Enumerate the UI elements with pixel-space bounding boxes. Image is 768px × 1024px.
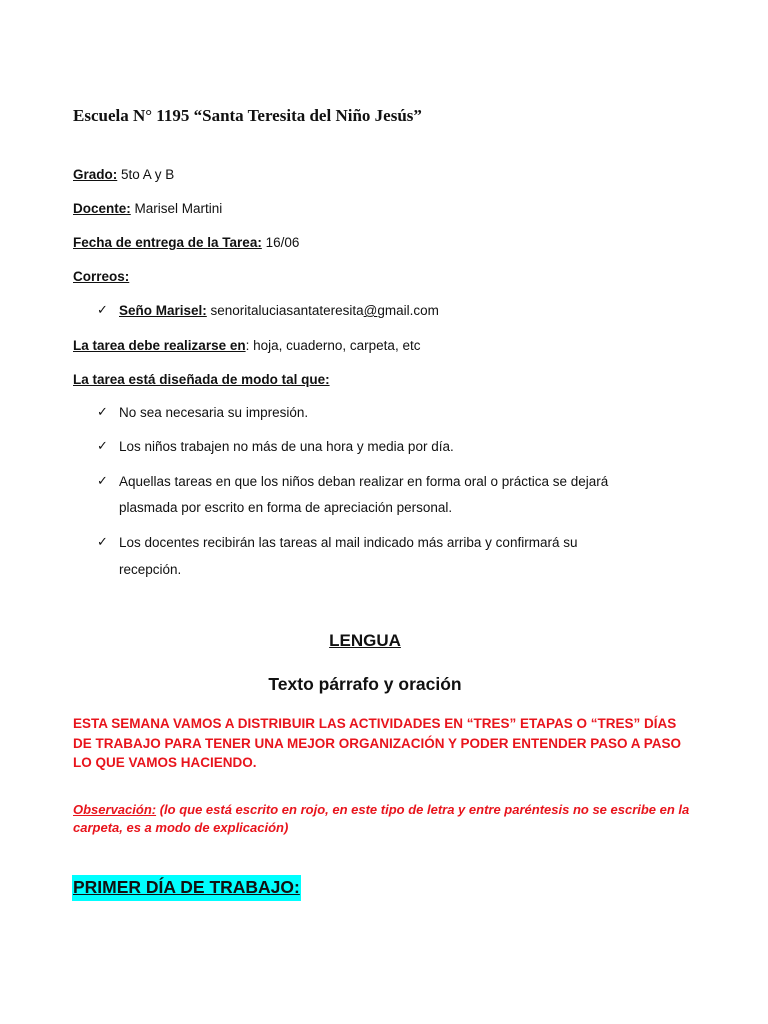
notice-line: LO QUE VAMOS HACIENDO.	[73, 755, 257, 770]
observation-text: carpeta, es a modo de explicación)	[73, 820, 289, 835]
check-icon: ✓	[97, 405, 108, 420]
fecha-line	[73, 235, 299, 250]
grado-value: 5to A y B	[117, 167, 175, 182]
correos-line	[73, 269, 129, 284]
disenada-label: La tarea está diseñada de modo tal que:	[73, 372, 330, 387]
observation-label: Observación:	[73, 802, 157, 817]
fecha-value: 16/06	[261, 235, 300, 250]
subject-heading: LENGUA	[329, 631, 401, 650]
check-icon: ✓	[97, 535, 108, 550]
realizarse-label: La tarea debe realizarse en	[73, 338, 246, 353]
first-day-heading: PRIMER DÍA DE TRABAJO:	[72, 875, 301, 901]
seno-email-at: @	[363, 303, 378, 318]
bullet-item: Aquellas tareas en que los niños deban realizar en forma oral o práctica se dejará	[119, 474, 609, 489]
bullet-item-continuation: plasmada por escrito en forma de apreciación personal.	[119, 500, 453, 515]
school-title: Escuela N° 1195 “Santa Teresita del Niño Jesús”	[73, 106, 422, 125]
notice-line: ESTA SEMANA VAMOS A DISTRIBUIR LAS ACTIVIDADES EN “TRES” ETAPAS O “TRES” DÍAS	[73, 716, 677, 731]
topic-heading: Texto párrafo y oración	[268, 674, 462, 694]
bullet-item: Los niños trabajen no más de una hora y media por día.	[119, 439, 454, 454]
realizarse-line	[73, 338, 420, 353]
seno-email-pre: senoritaluciasantateresita	[206, 303, 364, 318]
bullet-item: No sea necesaria su impresión.	[119, 405, 309, 420]
seno-email-post: gmail.com	[377, 303, 439, 318]
disenada-line	[73, 372, 330, 387]
check-icon: ✓	[97, 439, 108, 454]
observation-text: (lo que está escrito en rojo, en este tipo de letra y entre paréntesis no se escribe en la	[156, 802, 690, 817]
realizarse-value: : hoja, cuaderno, carpeta, etc	[245, 338, 421, 353]
grado-label: Grado:	[73, 167, 118, 182]
check-icon: ✓	[97, 303, 108, 318]
notice-line: DE TRABAJO PARA TENER UNA MEJOR ORGANIZACIÓN Y PODER ENTENDER PASO A PASO	[73, 735, 682, 751]
seno-email-line	[119, 303, 439, 318]
seno-label: Seño Marisel:	[119, 303, 207, 318]
docente-line	[73, 201, 222, 216]
docente-label: Docente:	[73, 201, 131, 216]
grado-line	[73, 167, 174, 182]
docente-value: Marisel Martini	[130, 201, 223, 216]
notice-block	[73, 714, 733, 773]
bullet-item-continuation: recepción.	[119, 562, 182, 577]
correos-label: Correos:	[73, 269, 130, 284]
bullet-item: Los docentes recibirán las tareas al mail indicado más arriba y confirmará su	[119, 535, 578, 550]
check-icon: ✓	[97, 474, 108, 489]
observation-block	[73, 801, 713, 837]
fecha-label: Fecha de entrega de la Tarea:	[73, 235, 262, 250]
